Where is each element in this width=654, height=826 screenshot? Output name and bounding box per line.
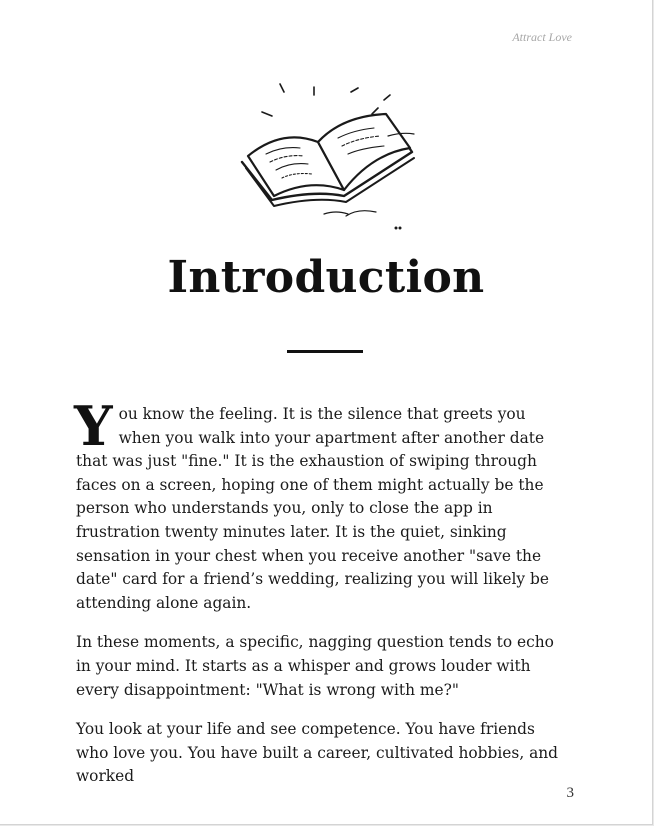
- running-header: Attract Love: [512, 30, 572, 44]
- paragraph: [74, 394, 566, 615]
- drop-cap: Y: [74, 394, 113, 458]
- body-text: [74, 394, 566, 805]
- open-book-icon: [236, 76, 418, 238]
- paragraph: In these moments, a specific, nagging question tends to echo in your mind. It starts as a whisper and grows louder with every disappointment: "What is wrong with me?": [76, 633, 554, 699]
- paragraph-text: ou know the feeling. It is the silence that greets you when you walk into your apartment after another date that was just "fine." It is the exhaustion of swiping through faces on a screen, hoping one of them might actually be the person who understands you, only to close the app in frustration twenty minutes later. It is the quiet, sinking sensation in your chest when you receive another "save the date" card for a friend’s wedding, realizing you will likely be attending alone again.: [76, 405, 549, 612]
- title-divider: [287, 350, 363, 353]
- chapter-title: Introduction: [167, 252, 485, 303]
- page-number: 3: [566, 785, 574, 801]
- paragraph: You look at your life and see competence. You have friends who love you. You have built a career, cultivated hobbies, and worked: [76, 720, 559, 786]
